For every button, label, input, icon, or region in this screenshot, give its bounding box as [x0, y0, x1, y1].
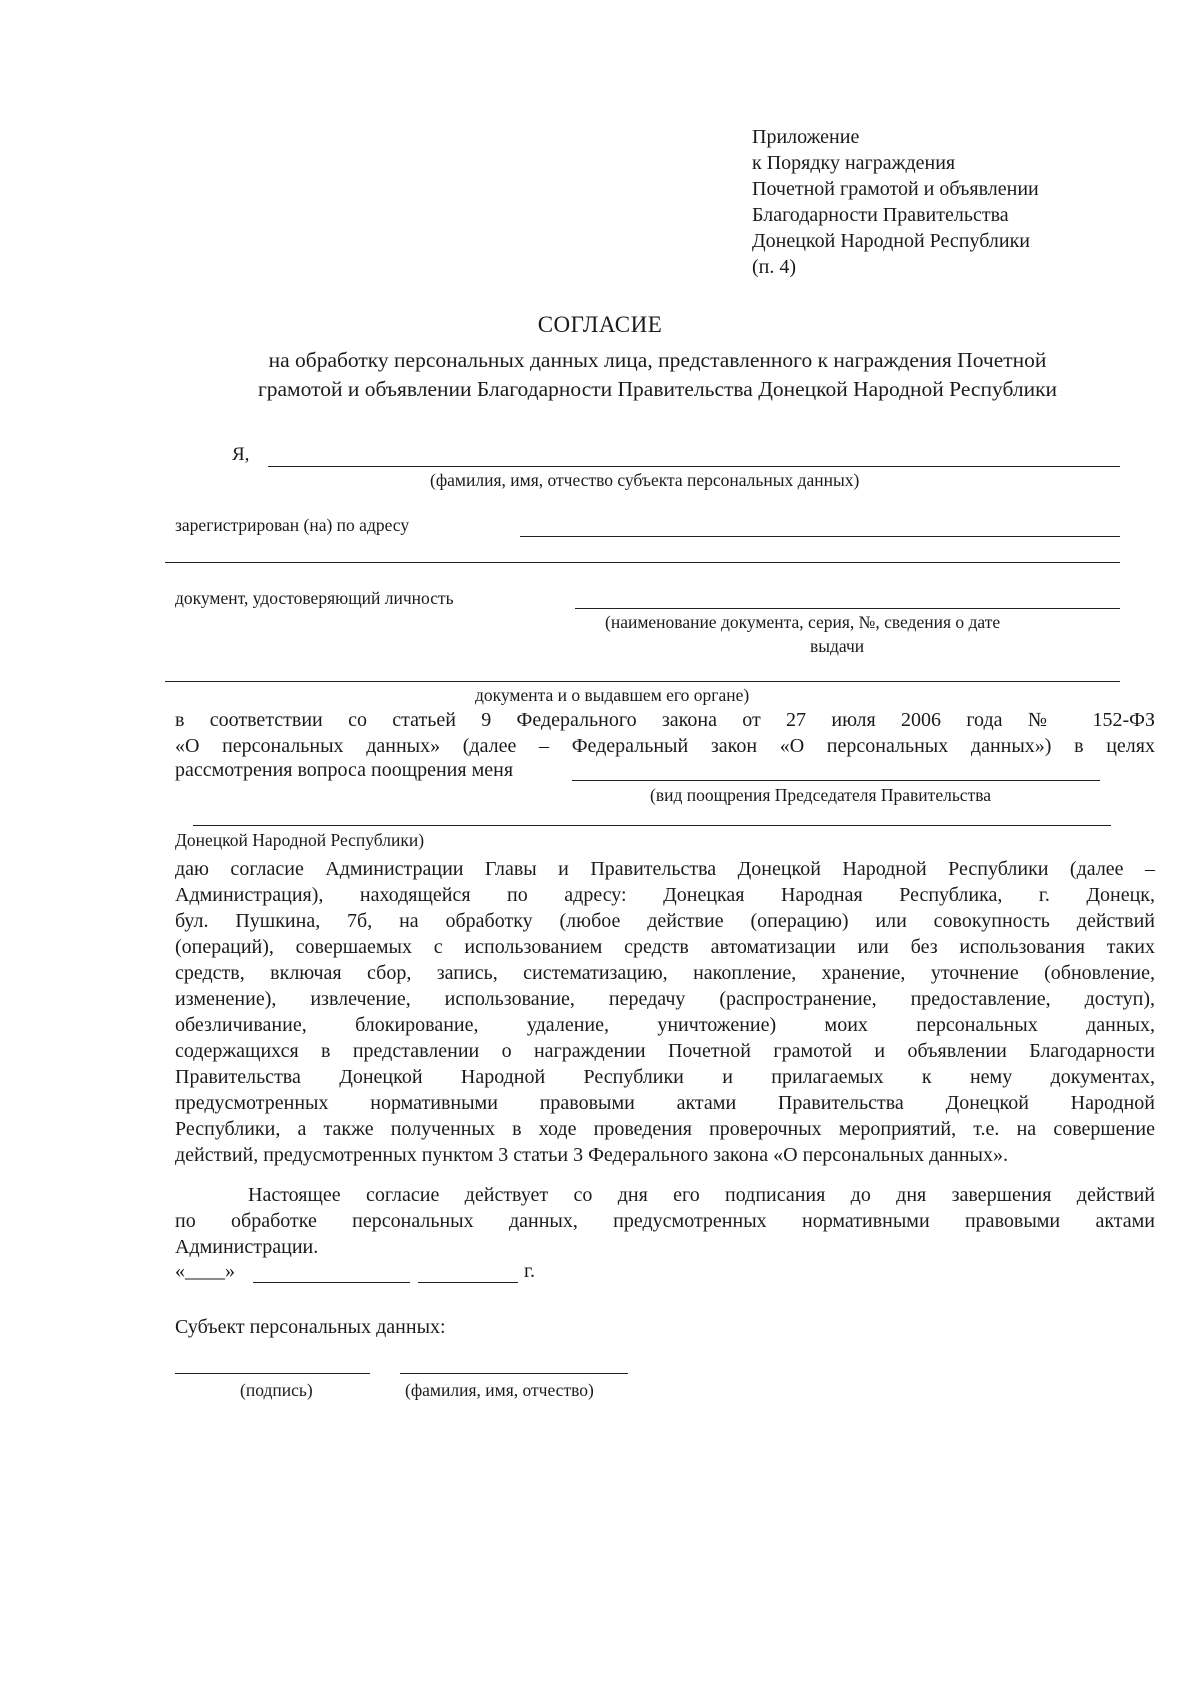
body-line: предусмотренных нормативными правовыми актами Правительства Донецкой Народной: [175, 1092, 1155, 1114]
name-line[interactable]: [400, 1373, 628, 1374]
appendix-line: Донецкой Народной Республики: [752, 230, 1030, 252]
date-year-suffix: г.: [524, 1260, 535, 1282]
document-caption: выдачи: [810, 636, 865, 656]
body-line: изменение), извлечение, использование, передачу (распространение, предоставление, доступ),: [175, 988, 1155, 1010]
reward-caption: Донецкой Народной Республики): [175, 830, 425, 850]
appendix-line: Приложение: [752, 126, 860, 148]
body-line: рассмотрения вопроса поощрения меня: [175, 759, 514, 781]
reward-caption: (вид поощрения Председателя Правительства: [650, 785, 992, 805]
subtitle-line: грамотой и объявлении Благодарности Правительства Донецкой Народной Республики: [257, 377, 1058, 401]
date-open-quote: «: [175, 1260, 185, 1282]
body-line: средств, включая сбор, запись, систематизацию, накопление, хранение, уточнение (обновление,: [175, 962, 1155, 984]
body-line: Настоящее согласие действует со дня его подписания до дня завершения действий: [248, 1184, 1155, 1206]
appendix-line: (п. 4): [752, 256, 797, 278]
body-line: по обработке персональных данных, предусмотренных нормативными правовыми актами: [175, 1210, 1155, 1232]
signature-line[interactable]: [175, 1373, 370, 1374]
body-line: Администрация), находящейся по адресу: Донецкая Народная Республика, г. Донецк,: [175, 884, 1155, 906]
reward-line[interactable]: [572, 780, 1100, 781]
subtitle-line: на обработку персональных данных лица, представленного к награждения Почетной: [268, 348, 1047, 372]
document-line-1[interactable]: [575, 608, 1120, 609]
fio-line[interactable]: [268, 466, 1120, 467]
document-title: СОГЛАСИЕ: [537, 312, 663, 337]
body-line: обезличивание, блокирование, удаление, уничтожение) моих персональных данных,: [175, 1014, 1155, 1036]
date-field[interactable]: [175, 1260, 235, 1283]
appendix-line: к Порядку награждения: [752, 152, 956, 174]
appendix-block: [752, 124, 1039, 280]
document-caption: (наименование документа, серия, №, сведения о дате: [605, 612, 1001, 632]
body-line: Республики, а также полученных в ходе проведения проверочных мероприятий, т.е. на совершение: [175, 1118, 1155, 1140]
date-year-line[interactable]: [418, 1282, 518, 1283]
document-label: документ, удостоверяющий личность: [175, 588, 454, 608]
fio-caption: (фамилия, имя, отчество субъекта персональных данных): [430, 470, 860, 490]
body-line: (операций), совершаемых с использованием средств автоматизации или без использования таких: [175, 936, 1155, 958]
name-caption: (фамилия, имя, отчество): [405, 1380, 594, 1400]
body-line: бул. Пушкина, 7б, на обработку (любое действие (операцию) или совокупность действий: [175, 910, 1155, 932]
document-line-2[interactable]: [165, 681, 1120, 682]
address-line-2[interactable]: [165, 562, 1120, 563]
address-label: зарегистрирован (на) по адресу: [175, 515, 410, 535]
date-day-blank: ____: [185, 1260, 225, 1282]
appendix-line: Почетной грамотой и объявлении: [752, 178, 1039, 200]
document-caption: документа и о выдавшем его органе): [475, 685, 750, 705]
body-line: в соответствии со статьей 9 Федерального закона от 27 июля 2006 года № 152-ФЗ: [175, 709, 1155, 731]
document-subtitle: [190, 346, 1125, 404]
body-line: Администрации.: [175, 1236, 319, 1258]
body-line: «О персональных данных» (далее – Федеральный закон «О персональных данных») в целях: [175, 735, 1155, 757]
body-line: Правительства Донецкой Народной Республики и прилагаемых к нему документах,: [175, 1066, 1155, 1088]
body-line: содержащихся в представлении о награждении Почетной грамотой и объявлении Благодарности: [175, 1040, 1155, 1062]
reward-line-2[interactable]: [193, 825, 1111, 826]
body-line: действий, предусмотренных пунктом 3 статьи 3 Федерального закона «О персональных данных».: [175, 1144, 1008, 1166]
subject-label: Субъект персональных данных:: [175, 1316, 446, 1338]
signature-caption: (подпись): [240, 1380, 313, 1400]
ya-label: Я,: [232, 444, 250, 465]
date-close-quote: »: [225, 1260, 235, 1282]
body-line: даю согласие Администрации Главы и Правительства Донецкой Народной Республики (далее –: [175, 858, 1155, 880]
appendix-line: Благодарности Правительства: [752, 204, 1009, 226]
date-month-line[interactable]: [253, 1282, 410, 1283]
address-line-1[interactable]: [520, 536, 1120, 537]
